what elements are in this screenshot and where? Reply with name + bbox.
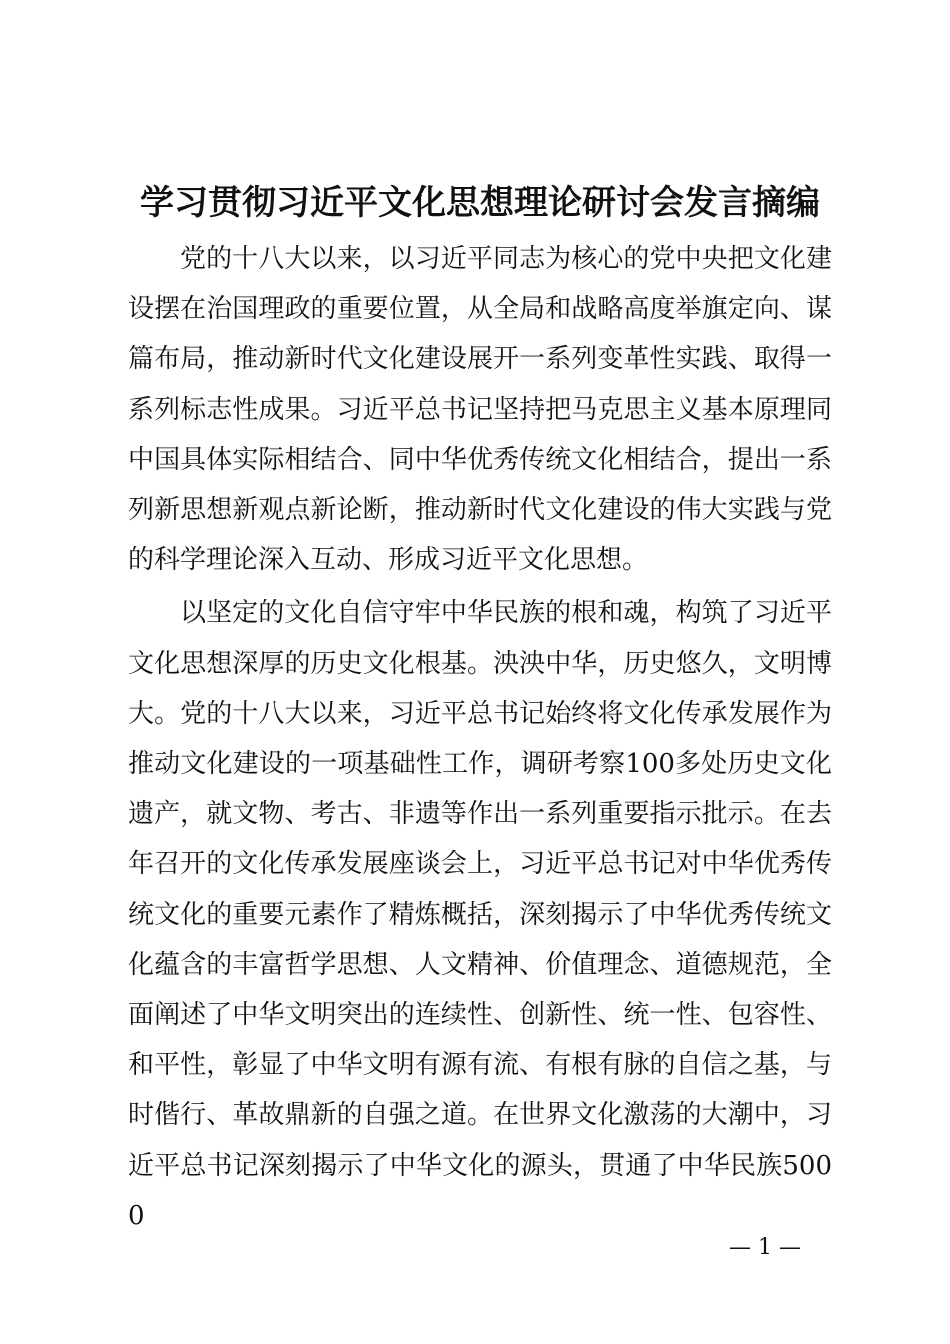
page-number: — 1 —	[729, 1235, 801, 1260]
paragraph-1: 党的十八大以来，以习近平同志为核心的党中央把文化建设摆在治国理政的重要位置，从全局和战略高度举旗定向、谋篇布局，推动新时代文化建设展开一系列变革性实践、取得一系列标志性成果。习近平总书记坚持把马克思主义基本原理同中国具体实际相结合、同中华优秀传统文化相结合，提出一系列新思想新观点新论断，推动新时代文化建设的伟大实践与党的科学理论深入互动、形成习近平文化思想。	[128, 244, 832, 576]
document-body	[128, 234, 832, 1241]
document-title: 学习贯彻习近平文化思想理论研讨会发言摘编	[140, 183, 820, 223]
paragraph-2: 以坚定的文化自信守牢中华民族的根和魂，构筑了习近平文化思想深厚的历史文化根基。泱泱中华，历史悠久，文明博大。党的十八大以来，习近平总书记始终将文化传承发展作为推动文化建设的一项基础性工作，调研考察100多处历史文化遗产，就文物、考古、非遗等作出一系列重要指示批示。在去年召开的文化传承发展座谈会上，习近平总书记对中华优秀传统文化的重要元素作了精炼概括，深刻揭示了中华优秀传统文化蕴含的丰富哲学思想、人文精神、价值理念、道德规范，全面阐述了中华文明突出的连续性、创新性、统一性、包容性、和平性，彰显了中华文明有源有流、有根有脉的自信之基，与时偕行、革故鼎新的自强之道。在世界文化激荡的大潮中，习近平总书记深刻揭示了中华文化的源头，贯通了中华民族5000	[128, 598, 832, 1231]
